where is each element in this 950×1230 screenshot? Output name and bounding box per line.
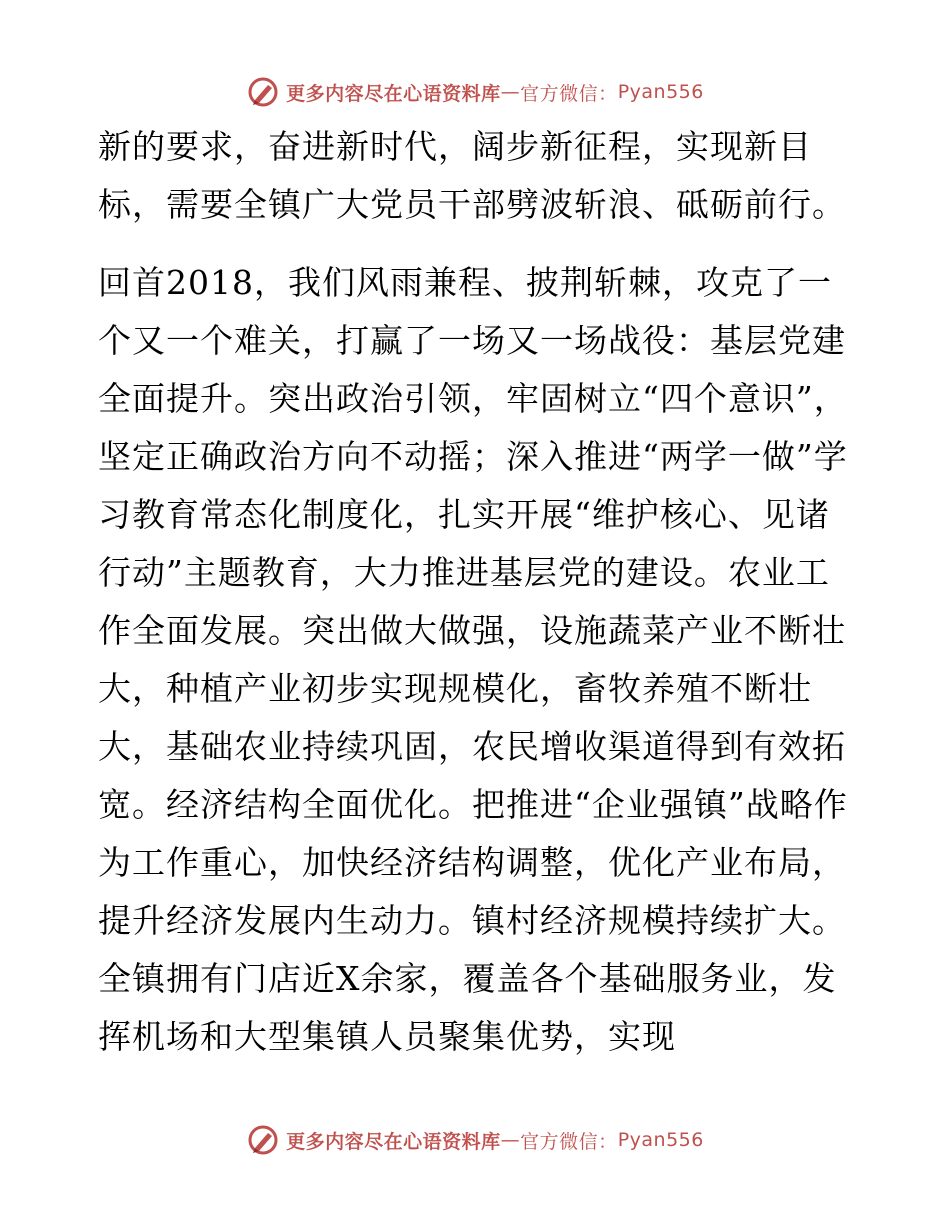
watermark-header (0, 72, 950, 112)
watermark-handle: Pyan556 (617, 81, 704, 103)
watermark-wechat-label: 官方微信： (520, 82, 618, 105)
paragraph-2: 回首2018，我们风雨兼程、披荆斩棘，攻克了一个又一个难关，打赢了一场又一场战役：基层党建全面提升。突出政治引领，牢固树立“四个意识”，坚定正确政治方向不动摇；深入推进“两学一做”学习教育常态化制度化，扎实开展“维护核心、见诸行动”主题教育，大力推进基层党的建设。农业工作全面发展。突出做大做强，设施蔬菜产业不断壮大，种植产业初步实现规模化，畜牧养殖不断壮大，基础农业持续巩固，农民增收渠道得到有效拓宽。经济结构全面优化。把推进“企业强镇”战略作为工作重心，加快经济结构调整，优化产业布局，提升经济发展内生动力。镇村经济规模持续扩大。全镇拥有门店近X余家，覆盖各个基础服务业，发挥机场和大型集镇人员聚集优势，实现 (98, 263, 848, 1056)
watermark-wechat-label: 官方微信： (520, 1130, 618, 1153)
document-body (98, 118, 853, 1066)
pen-logo-icon (246, 75, 280, 109)
watermark-text: 更多内容尽在心语资料库 (286, 82, 501, 105)
watermark-separator: — (500, 81, 521, 103)
watermark-text: 更多内容尽在心语资料库 (286, 1130, 501, 1153)
watermark-footer (0, 1120, 950, 1160)
watermark-handle: Pyan556 (617, 1129, 704, 1151)
watermark-separator: — (500, 1129, 521, 1151)
pen-logo-icon (246, 1123, 280, 1157)
paragraph-1: 新的要求，奋进新时代，阔步新征程，实现新目标，需要全镇广大党员干部劈波斩浪、砥砺前行。 (98, 127, 846, 224)
